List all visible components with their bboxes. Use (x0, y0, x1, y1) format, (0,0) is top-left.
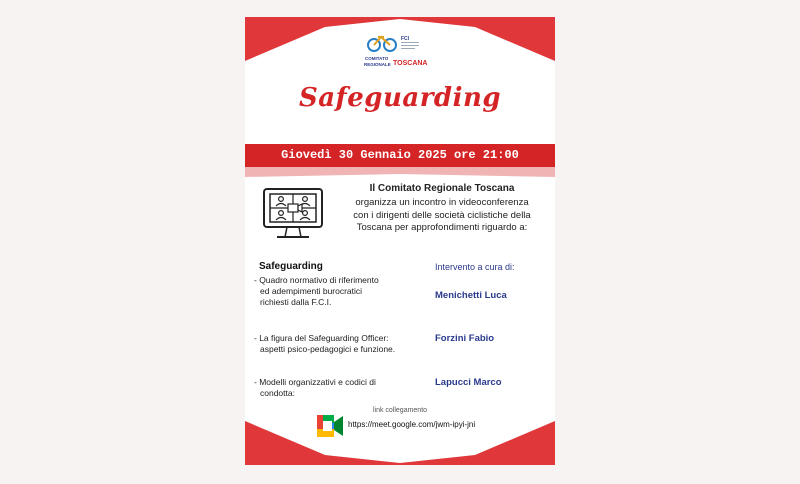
organizer-name: Il Comitato Regionale Toscana (369, 183, 515, 194)
meeting-link[interactable]: https://meet.google.com/jwm-ipyi-jni (348, 420, 476, 429)
topic-line: - La figura del Safeguarding Officer: (254, 333, 389, 343)
topic-item (254, 333, 424, 355)
intro-line: con i dirigenti delle società ciclistiche della (353, 209, 531, 221)
topic-line: ed adempimenti burocratici (260, 286, 363, 296)
topic-line: richiesti dalla F.C.I. (260, 297, 332, 307)
poster-title: Safeguarding (298, 83, 502, 113)
topic-line: aspetti psico-pedagogici e funzione. (260, 344, 396, 354)
logo-region: TOSCANA (393, 60, 428, 67)
speaker-name: Lapucci Marco (435, 377, 502, 388)
intro-line: organizza un incontro in videoconferenza (355, 197, 529, 208)
band-shadow (245, 167, 555, 177)
intro-line: Toscana per approfondimenti riguardo a: (356, 222, 528, 233)
topic-line: - Modelli organizzativi e codici di (254, 377, 376, 387)
date-banner: Giovedì 30 Gennaio 2025 ore 21:00 (245, 144, 555, 167)
speaker-name: Forzini Fabio (435, 333, 495, 344)
bicycle-icon (368, 37, 396, 51)
videoconference-icon (261, 187, 325, 245)
google-meet-icon (315, 413, 345, 439)
topic-item (254, 275, 424, 308)
speaker-name: Menichetti Luca (435, 290, 507, 301)
topic-line: - Quadro normativo di riferimento (254, 275, 379, 285)
section-title: Safeguarding (259, 261, 323, 272)
link-label: link collegamento (372, 407, 428, 414)
logo-line2: REGIONALE (364, 62, 391, 67)
intro-text (333, 197, 551, 235)
event-poster (245, 17, 555, 465)
fci-logo (361, 31, 441, 71)
logo-line1: COMITATO (365, 56, 389, 61)
topic-line: condotta: (260, 388, 295, 398)
intervento-label: Intervento a cura di: (435, 262, 515, 272)
fci-text: FCI (401, 36, 410, 42)
topic-item (254, 377, 424, 399)
